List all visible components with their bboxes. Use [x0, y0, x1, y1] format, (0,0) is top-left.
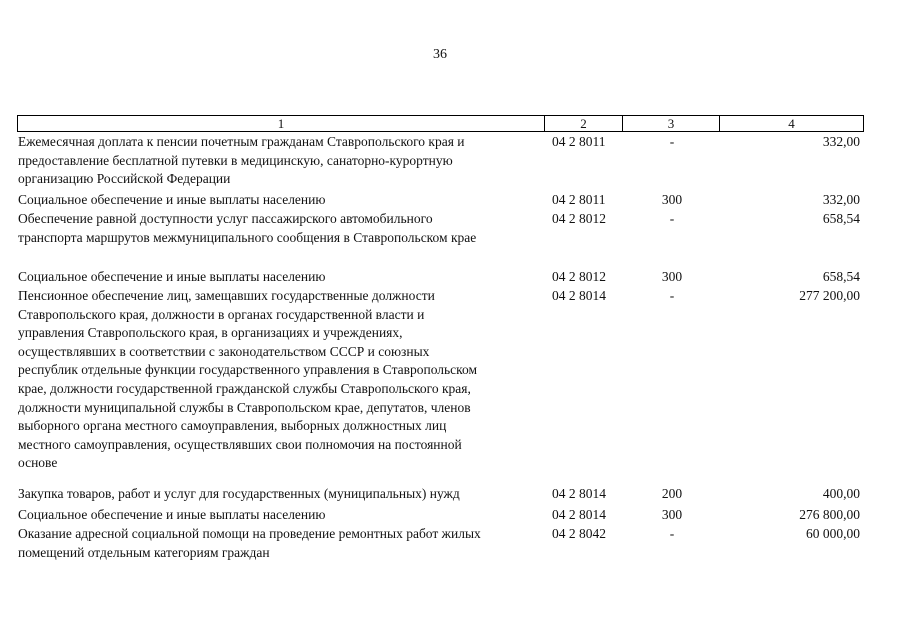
row-code: 04 2 8042: [552, 526, 606, 541]
row-sum: 658,54: [822, 269, 860, 284]
row-sum: 276 800,00: [799, 507, 860, 522]
row-code: 04 2 8011: [552, 134, 606, 149]
row-code: 04 2 8011: [552, 192, 606, 207]
row-type: -: [669, 288, 675, 303]
row-sum: 277 200,00: [799, 288, 860, 303]
row-type: 200: [661, 486, 683, 501]
row-description: Социальное обеспечение и иные выплаты населению: [18, 269, 326, 284]
column-header-2: 2: [545, 116, 623, 131]
row-code: 04 2 8014: [552, 486, 606, 501]
row-type: -: [669, 211, 675, 226]
row-sum: 332,00: [822, 192, 860, 207]
row-description: Закупка товаров, работ и услуг для государственных (муниципальных) нужд: [18, 486, 460, 501]
row-sum: 60 000,00: [806, 526, 860, 541]
row-description: Оказание адресной социальной помощи на проведение ремонтных работ жилых помещений отдельным категориям граждан: [18, 526, 481, 560]
row-sum: 400,00: [822, 486, 860, 501]
row-code: 04 2 8012: [552, 269, 606, 284]
row-sum: 658,54: [822, 211, 860, 226]
row-type: -: [669, 526, 675, 541]
row-description: Социальное обеспечение и иные выплаты населению: [18, 192, 326, 207]
column-header-3: 3: [623, 116, 720, 131]
row-description: Обеспечение равной доступности услуг пассажирского автомобильного транспорта маршрутов межмуниципального сообщения в Ставропольском крае: [18, 211, 477, 245]
row-type: 300: [661, 507, 683, 522]
row-type: -: [669, 134, 675, 149]
column-header-4: 4: [788, 116, 795, 131]
column-header-1: 1: [18, 116, 545, 131]
table-header: [17, 115, 864, 132]
row-code: 04 2 8014: [552, 507, 606, 522]
row-type: 300: [661, 269, 683, 284]
row-code: 04 2 8012: [552, 211, 606, 226]
page-number: 36: [433, 47, 447, 62]
row-type: 300: [661, 192, 683, 207]
row-description: Пенсионное обеспечение лиц, замещавших государственные должности Ставропольского края, должности в органах государственной власти и управления Ставропольского края, в организациях и учреждениях, осуществлявших в соответствии с законодательством СССР и союзных республик отдельные функции государственного управления в Ставропольском крае, должности государственной гражданской службы Ставропольского края, должности муниципальной службы в Ставропольском крае, депутатов, членов выборного органа местного самоуправления, выборных должностных лиц местного самоуправления, осуществлявших свои полномочия на постоянной основе: [18, 288, 478, 471]
row-description: Ежемесячная доплата к пенсии почетным гражданам Ставропольского края и предоставление бесплатной путевки в медицинскую, санаторно-курортную организацию Российской Федерации: [18, 134, 465, 187]
row-sum: 332,00: [822, 134, 860, 149]
row-code: 04 2 8014: [552, 288, 606, 303]
row-description: Социальное обеспечение и иные выплаты населению: [18, 507, 326, 522]
